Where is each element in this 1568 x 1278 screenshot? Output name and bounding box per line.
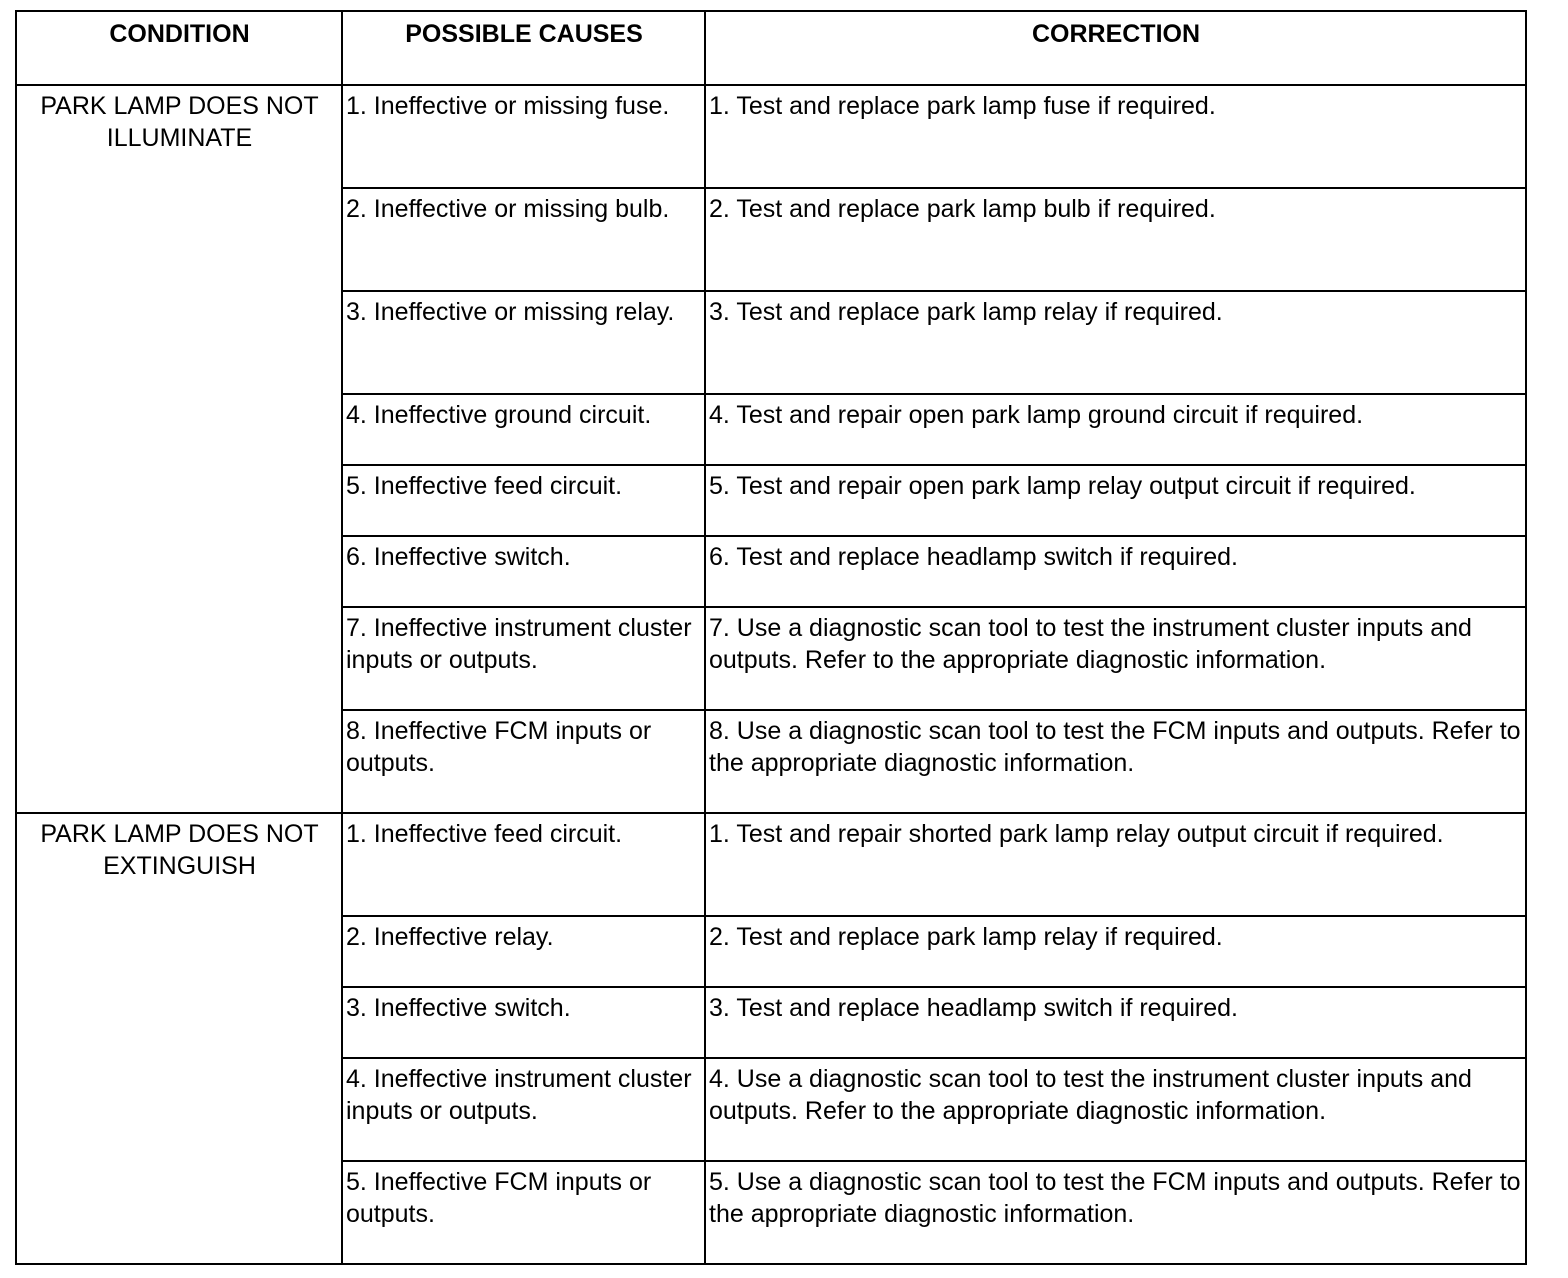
cause-cell: 8. Ineffective FCM inputs or outputs. — [342, 710, 705, 813]
cause-cell: 6. Ineffective switch. — [342, 536, 705, 607]
correction-cell: 1. Test and repair shorted park lamp relay output circuit if required. — [705, 813, 1526, 916]
table-row — [16, 85, 1526, 188]
correction-cell: 4. Use a diagnostic scan tool to test the instrument cluster inputs and outputs. Refer to the appropriate diagnostic information. — [705, 1058, 1526, 1161]
condition-cell: PARK LAMP DOES NOT ILLUMINATE — [16, 85, 342, 813]
correction-cell: 3. Test and replace headlamp switch if required. — [705, 987, 1526, 1058]
correction-cell: 2. Test and replace park lamp relay if required. — [705, 916, 1526, 987]
header-condition: CONDITION — [16, 11, 342, 85]
condition-cell: PARK LAMP DOES NOT EXTINGUISH — [16, 813, 342, 1264]
cause-cell: 5. Ineffective feed circuit. — [342, 465, 705, 536]
cause-cell: 7. Ineffective instrument cluster inputs or outputs. — [342, 607, 705, 710]
header-possible-causes: POSSIBLE CAUSES — [342, 11, 705, 85]
cause-cell: 3. Ineffective switch. — [342, 987, 705, 1058]
table-row — [16, 813, 1526, 916]
cause-cell: 4. Ineffective instrument cluster inputs or outputs. — [342, 1058, 705, 1161]
cause-cell: 3. Ineffective or missing relay. — [342, 291, 705, 394]
cause-cell: 5. Ineffective FCM inputs or outputs. — [342, 1161, 705, 1264]
header-correction: CORRECTION — [705, 11, 1526, 85]
correction-cell: 8. Use a diagnostic scan tool to test the FCM inputs and outputs. Refer to the appropriate diagnostic information. — [705, 710, 1526, 813]
correction-cell: 5. Use a diagnostic scan tool to test the FCM inputs and outputs. Refer to the appropriate diagnostic information. — [705, 1161, 1526, 1264]
cause-cell: 2. Ineffective or missing bulb. — [342, 188, 705, 291]
correction-cell: 1. Test and replace park lamp fuse if required. — [705, 85, 1526, 188]
cause-cell: 4. Ineffective ground circuit. — [342, 394, 705, 465]
cause-cell: 1. Ineffective or missing fuse. — [342, 85, 705, 188]
diagnosis-table — [15, 10, 1527, 1265]
header-row — [16, 11, 1526, 85]
cause-cell: 2. Ineffective relay. — [342, 916, 705, 987]
cause-cell: 1. Ineffective feed circuit. — [342, 813, 705, 916]
correction-cell: 6. Test and replace headlamp switch if required. — [705, 536, 1526, 607]
correction-cell: 3. Test and replace park lamp relay if required. — [705, 291, 1526, 394]
correction-cell: 2. Test and replace park lamp bulb if required. — [705, 188, 1526, 291]
correction-cell: 5. Test and repair open park lamp relay output circuit if required. — [705, 465, 1526, 536]
correction-cell: 4. Test and repair open park lamp ground circuit if required. — [705, 394, 1526, 465]
correction-cell: 7. Use a diagnostic scan tool to test the instrument cluster inputs and outputs. Refer to the appropriate diagnostic information. — [705, 607, 1526, 710]
